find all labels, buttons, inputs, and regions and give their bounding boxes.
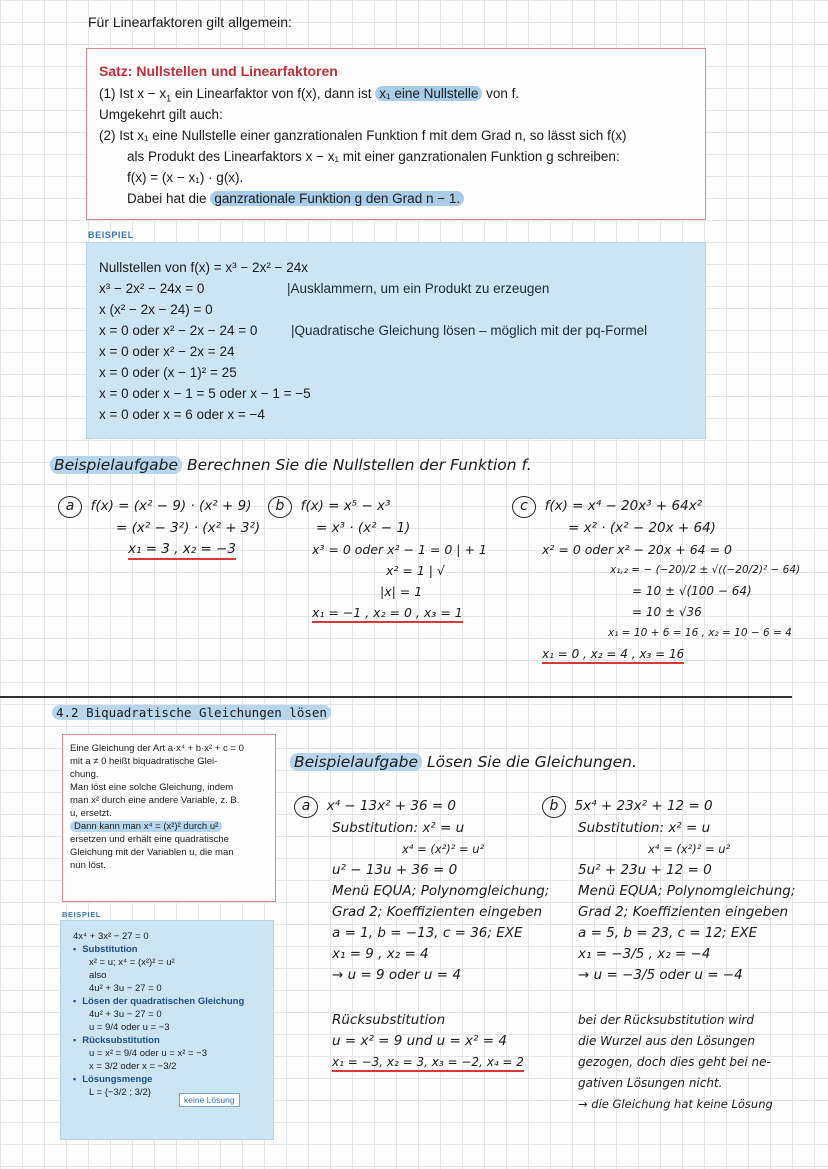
task-line: bei der Rücksubstitution wird xyxy=(578,1013,754,1027)
label-a: a xyxy=(294,796,318,818)
example-line: x = 0 oder x − 1 = 5 oder x − 1 = −5 xyxy=(99,386,311,401)
task-line: x⁴ = (x²)² = u² xyxy=(648,842,731,856)
task-line: u = x² = 9 und u = x² = 4 xyxy=(332,1033,507,1049)
example-2-step: ▪ Substitution xyxy=(73,943,244,956)
task-line: f(x) = x⁵ − x³ xyxy=(300,498,391,514)
example-2-line: x = 3/2 oder x = −3/2 xyxy=(89,1061,177,1072)
task-line: u² − 13u + 36 = 0 xyxy=(332,862,458,878)
example-2-line: 4u² + 3u − 27 = 0 xyxy=(89,1009,162,1020)
example-2-step: ▪ Lösen der quadratischen Gleichung xyxy=(73,995,244,1008)
task-line: Grad 2; Koeffizienten eingeben xyxy=(332,904,543,920)
task-line: x₁,₂ = − (−20)/2 ± √((−20/2)² − 64) xyxy=(610,564,801,576)
section-divider xyxy=(0,696,792,698)
task-line: → u = 9 oder u = 4 xyxy=(332,967,461,983)
task-line: → u = −3/5 oder u = −4 xyxy=(578,967,743,983)
example-2-line: also xyxy=(89,970,107,981)
example-note-1: |Ausklammern, um ein Produkt zu erzeugen xyxy=(287,281,550,296)
theorem-line-3: (2) Ist x₁ eine Nullstelle einer ganzrationalen Funktion f mit dem Grad n, so lässt sich f(x) xyxy=(99,128,627,143)
example-line: x³ − 2x² − 24x = 0 xyxy=(99,281,205,296)
example-line: x = 0 oder x² − 2x − 24 = 0 xyxy=(99,323,258,338)
label-b: b xyxy=(542,796,566,818)
example-2-step: ▪ Rücksubstitution xyxy=(73,1034,244,1047)
task-line: x₁ = 10 + 6 = 16 , x₂ = 10 − 6 = 4 xyxy=(608,627,792,639)
example-2-label: BEISPIEL xyxy=(62,910,101,919)
task-line: = 10 ± √(100 − 64) xyxy=(632,584,752,598)
example-line: x = 0 oder x = 6 oder x = −4 xyxy=(99,407,265,422)
task-line: 5x⁴ + 23x² + 12 = 0 xyxy=(574,798,713,814)
example-2-line: 4u² + 3u − 27 = 0 xyxy=(89,983,162,994)
theorem-line-2: Umgekehrt gilt auch: xyxy=(99,107,223,122)
theory-line: Eine Gleichung der Art a·x⁴ + b·x² + c = 0 xyxy=(70,743,244,754)
task-line: x⁴ = (x²)² = u² xyxy=(402,842,485,856)
task-line: a = 1, b = −13, c = 36; EXE xyxy=(332,925,523,941)
theory-line: Man löst eine solche Gleichung, indem xyxy=(70,782,234,793)
task-line: die Wurzel aus den Lösungen xyxy=(578,1034,755,1048)
example-label: BEISPIEL xyxy=(88,230,134,240)
task-2-title: Beispielaufgabe Lösen Sie die Gleichungen. xyxy=(290,753,637,771)
task-line: Substitution: x² = u xyxy=(578,820,711,836)
label-a: a xyxy=(58,496,82,518)
theory-line-highlight: Dann kann man x⁴ = (x²)² durch u² xyxy=(70,820,244,833)
theorem-line-4: als Produkt des Linearfaktors x − x₁ mit einer ganzrationalen Funktion g schreiben: xyxy=(127,149,620,164)
task-line: gativen Lösungen nicht. xyxy=(578,1076,723,1090)
example-note-2: |Quadratische Gleichung lösen – möglich mit der pq-Formel xyxy=(291,323,648,338)
task-line: x₁ = 9 , x₂ = 4 xyxy=(332,946,429,962)
label-c: c xyxy=(512,496,536,518)
theory-line: chung. xyxy=(70,769,99,780)
example-line: x (x² − 2x − 24) = 0 xyxy=(99,302,213,317)
task-line: Menü EQUA; Polynomgleichung; xyxy=(332,883,550,899)
theorem-line-6: Dabei hat die ganzrationale Funktion g den Grad n − 1. xyxy=(127,188,464,209)
task-line: x² = 1 | √ xyxy=(386,563,445,578)
task-line: = (x² − 3²) · (x² + 3²) xyxy=(116,520,261,536)
example-line: x = 0 oder x² − 2x = 24 xyxy=(99,344,235,359)
task-result: x₁ = −1 , x₂ = 0 , x₃ = 1 xyxy=(312,605,463,623)
task-line: f(x) = (x² − 9) · (x² + 9) xyxy=(90,498,252,514)
task-line: 5u² + 23u + 12 = 0 xyxy=(578,862,712,878)
task-line: = x³ · (x² − 1) xyxy=(316,520,411,536)
task-line: Grad 2; Koeffizienten eingeben xyxy=(578,904,789,920)
example-line: x = 0 oder (x − 1)² = 25 xyxy=(99,365,237,380)
task-line: f(x) = x⁴ − 20x³ + 64x² xyxy=(544,498,703,514)
intro-text: Für Linearfaktoren gilt allgemein: xyxy=(88,14,292,30)
task-1a xyxy=(58,496,260,560)
task-line: Rücksubstitution xyxy=(332,1012,446,1028)
task-line: gezogen, doch dies geht bei ne- xyxy=(578,1055,771,1069)
task-1c xyxy=(512,496,800,665)
example-line: Nullstellen von f(x) = x³ − 2x² − 24x xyxy=(99,260,308,275)
task-line: Substitution: x² = u xyxy=(332,820,465,836)
section-title: 4.2 Biquadratische Gleichungen lösen xyxy=(52,704,331,720)
task-line: = x² · (x² − 20x + 64) xyxy=(568,520,716,536)
example-2-box xyxy=(60,920,274,1140)
task-line: x₁ = −3/5 , x₂ = −4 xyxy=(578,946,711,962)
theorem-title: Satz: Nullstellen und Linearfaktoren xyxy=(99,63,338,79)
task-line: → die Gleichung hat keine Lösung xyxy=(578,1097,773,1111)
example-2-line: u = 9/4 oder u = −3 xyxy=(89,1022,170,1033)
theory-line: Gleichung mit der Variablen u, die man xyxy=(70,847,234,858)
task-line: = 10 ± √36 xyxy=(632,605,702,619)
task-result: x₁ = 3 , x₂ = −3 xyxy=(128,541,236,560)
example-2-line: u = x² = 9/4 oder u = x² = −3 xyxy=(89,1048,208,1059)
example-2-line: 4x⁴ + 3x² − 27 = 0 xyxy=(73,931,149,942)
task-1b xyxy=(268,496,487,623)
theory-lines xyxy=(70,742,244,872)
example-2-line: L = {−3/2 ; 3/2} xyxy=(89,1087,151,1098)
task-line: a = 5, b = 23, c = 12; EXE xyxy=(578,925,758,941)
theory-box xyxy=(62,734,276,902)
task-1-title: Beispielaufgabe Berechnen Sie die Nullstellen der Funktion f. xyxy=(50,456,532,474)
theory-line: nun löst. xyxy=(70,860,106,871)
task-line: Menü EQUA; Polynomgleichung; xyxy=(578,883,796,899)
example-2-step: ▪ Lösungsmenge xyxy=(73,1073,244,1086)
task-2a xyxy=(294,796,549,1073)
example-box xyxy=(86,242,706,439)
example-lines xyxy=(99,257,311,425)
label-b: b xyxy=(268,496,292,518)
theorem-line-1: (1) Ist $x - x_1$ ein Linearfaktor von f(x), dann ist x₁ eine Nullstelle von f. xyxy=(99,86,520,104)
theorem-box xyxy=(86,48,706,220)
theorem-line-5: f(x) = (x − x₁) · g(x). xyxy=(127,170,244,185)
no-solution-callout: keine Lösung xyxy=(179,1093,240,1107)
task-2b xyxy=(542,796,795,1115)
task-line: x⁴ − 13x² + 36 = 0 xyxy=(326,798,457,814)
task-result: x₁ = −3, x₂ = 3, x₃ = −2, x₄ = 2 xyxy=(332,1055,524,1072)
example-2-line: x² = u; x⁴ = (x²)² = u² xyxy=(89,957,175,968)
theory-line: u, ersetzt. xyxy=(70,808,112,819)
task-result: x₁ = 0 , x₂ = 4 , x₃ = 16 xyxy=(542,647,684,664)
task-line: x² = 0 oder x² − 20x + 64 = 0 xyxy=(542,542,732,557)
task-line: |x| = 1 xyxy=(380,584,423,599)
theory-line: man x² durch eine andere Variable, z. B. xyxy=(70,795,240,806)
theory-line: mit a ≠ 0 heißt biquadratische Glei- xyxy=(70,756,218,767)
task-line: x³ = 0 oder x² − 1 = 0 | + 1 xyxy=(312,542,487,557)
theory-line: ersetzen und erhält eine quadratische xyxy=(70,834,229,845)
example-2-content xyxy=(73,930,244,1099)
